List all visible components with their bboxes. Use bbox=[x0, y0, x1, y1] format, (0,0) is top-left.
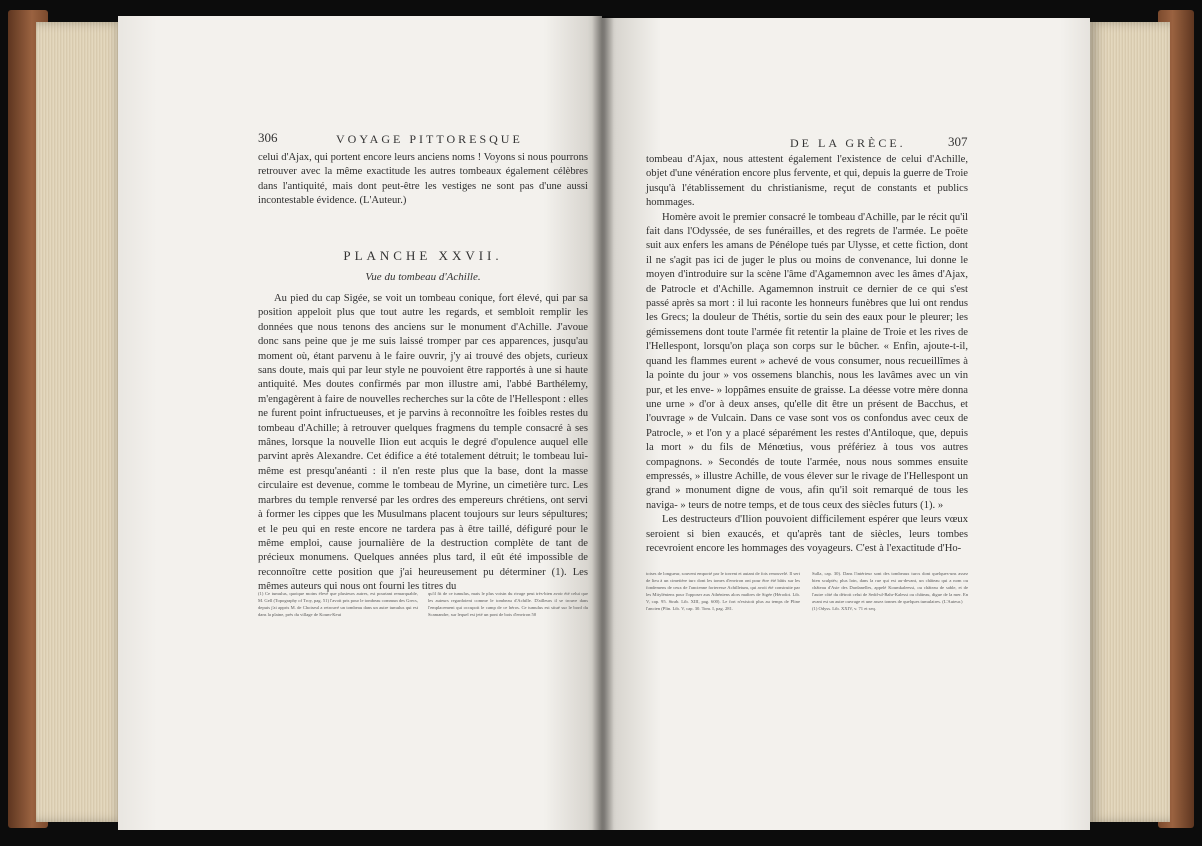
footnote-column-2: qu'il fit de ce tumulus, mais le plus voisin du rivage peut très-bien avoir été celui que les auteurs regardoient comme le tombeau d'Achille. D'ailleurs il se trouve dans l'emplacement qui occupoit le camp de ce héros. Ce tumulus est situé sur le bord du Scamandre, sur lequel est jeté un pont de bois d'environ 50 bbox=[428, 591, 588, 617]
paragraph: Les destructeurs d'Ilion pouvoient difficilement espérer que leurs vœux seroient si bien exaucés, et qu'après tant de siècles, leurs tombes recevroient encore les hommages des voyageurs. C'est à l'exactitude d'Ho- bbox=[646, 514, 968, 554]
page-edges-right bbox=[1090, 22, 1170, 822]
main-text bbox=[258, 292, 588, 595]
left-page bbox=[118, 16, 602, 830]
footnote-text: Sulla, cap. 30). Dans l'intérieur sont des tombeaux turcs dont quelques-uns assez bien sculptés; plus loin, dans la rue qui est au-devant, un château qui a nom ou château d'Asie des Dardanelles, appelé Koumkaleessi, ou château de sable, et de l'autre côté du détroit celui de Sedd-ul-Bahr-Kalessi ou château, digue de la mer. En avant est un autre ouvrage et une assez tonnes de quelques tumulaires. (L'Auteur.) bbox=[812, 571, 968, 604]
footnote-column-2 bbox=[812, 570, 968, 612]
page-edges-left bbox=[36, 22, 124, 822]
footnote-column-1: (1) Ce tumulus, quoique moins élevé que plusieurs autres, est pourtant remarquable, M. Gell (Topography of Troy, pag. 51) l'avoit pris pour le tombeau commun des Grecs, depuis j'ai appris M. de Choiseul a retrouvé un tombeau dans un autre tumulus qui est dans la plaine, près du village de Koum-Keui bbox=[258, 591, 418, 617]
main-text bbox=[646, 153, 968, 556]
page-number: 307 bbox=[948, 134, 968, 149]
plate-subtitle: Vue du tombeau d'Achille. bbox=[365, 271, 481, 283]
footnote-column-1: toises de longueur, souvent emporté par le torrent et autant de fois renouvelé. Il sert de lieu à un cimetière turc dont les tomes d'environ ont pour être été bâtis sur les fondemens de ceux de l'ancienne forteresse Achilleium, qui avoit été construite par les Mityléniens pour l'opposer aux Athéniens alors maîtres de Sigée (Hérodot. Lib. V, cap. 95. Strab. Lib. XIII, pag. 600). Le fort n'existoit plus au temps de Pline l'ancien (Plin. Lib. V, cap. 30. Tom. I, pag. 281. bbox=[646, 571, 800, 611]
running-head: DE LA GRÈCE. bbox=[790, 136, 906, 150]
intro-paragraph bbox=[258, 151, 588, 209]
paragraph: tombeau d'Ajax, nous attestent également l'existence de celui d'Achille, objet d'une vénération encore plus fervente, et qui, depuis la guerre de Troie jusqu'à l'établissement du christianisme, reçut de constants et publics hommages. bbox=[646, 154, 968, 209]
plate-title: PLANCHE XXVII. bbox=[343, 248, 503, 263]
page-number: 306 bbox=[258, 130, 278, 145]
intro-text: celui d'Ajax, qui portent encore leurs anciens noms ! Voyons si nous pourrons retrouver avec la même exactitude les autres tombeaux également célèbres dans l'antiquité, mais dont peut-être les vestiges ne sont pas d'une aussi incontestable évidence. (L'Auteur.) bbox=[258, 152, 588, 207]
paragraph: Homère avoit le premier consacré le tombeau d'Achille, par le récit qu'il fait dans l'Odyssée, de ses funérailles, et des regrets de l'armée. Le poëte suit aux enfers les amans de Pénélope tués par Ulysse, et cette fiction, dont il ne s'agit pas ici de juger le plus ou moins de convenance, lui donne le moyen d'introduire sur la scène l'âme d'Agamemnon avec les âmes d'Ajax, de Patrocle et d'Achille. Agamemnon instruit ce dernier de ce qui s'est passé après sa mort : il lui raconte les honneurs funèbres que lui ont rendus les Grecs; la douleur de Thétis, sortie du sein des eaux pour le pleurer; les gémissemens dont toute l'armée fit retentir la plaine de Troie et les rives de l'Hellespont, lorsqu'on plaça son corps sur le bûcher. « Enfin, ajoute-t-il, quand les flammes eurent » achevé de vous consumer, nous recueillîmes à la pointe du jour » vos ossemens blanchis, nous les lavâmes avec un vin pur, et les enve- » loppâmes ensuite de graisse. La déesse votre mère donna une urne » d'or à deux anses, qu'elle dit être un présent de Bacchus, et l'ouvrage » de Vulcain. Dans ce vase sont vos os confondus avec ceux de Patrocle, » et l'on y a placé séparément les restes d'Antiloque, que, depuis la mort » du fils de Ménœtius, vous préfériez à tous vos autres compagnons. » Secondés de toute l'armée, nous nous sommes ensuite empressés, » illustre Achille, de vous élever sur le rivage de l'Hellespont un grand » monument digne de vous, afin qu'il soit remarqué de tous les naviga- » teurs de notre temps, et de tous ceux des siècles futurs (1). » bbox=[646, 211, 968, 511]
running-head: VOYAGE PITTORESQUE bbox=[336, 132, 523, 146]
footnote-text: (1) Odyss. Lib. XXIV, v. 71 et seq. bbox=[812, 606, 876, 611]
right-page bbox=[602, 18, 1090, 830]
paragraph: Au pied du cap Sigée, se voit un tombeau conique, fort élevé, qui par sa position appeloit plus que tout autre les regards, et sembloit remplir les données que nous tenons des anciens sur le monument d'Achille. J'avoue donc sans peine que je me suis laissé tromper par ces apparences, jusqu'au moment où, étant parvenu à le faire ouvrir, j'y ai trouvé des objets, curieux sans doute, mais qui par leur style ne pouvoient être rapportés à une si haute antiquité. Mes doutes confirmés par mon illustre ami, l'abbé Barthélemy, m'engagèrent à faire de nouvelles recherches sur la côte de l'Hellespont : elles ne furent point infructueuses, et je parvins à reconnoître les foibles restes du tombeau d'Achille; à retrouver quelques fragmens du temple consacré à ses mânes, lorsque la nouvelle Ilion eut acquis le degré d'opulence auquel elle parvint après Alexandre. Cet édifice a été totalement détruit; le tombeau lui-même est presqu'anéanti : il n'en reste plus que la base, dont la masse circulaire est devenue, comme le tombeau de Myrine, un cimetière turc. Les marbres du temple renversé par les ordres des empereurs chrétiens, ont servi à former les cippes que les Musulmans placent toujours sur leurs sépultures; et le peu qui en reste encore ne tardera pas à être taillé, défiguré pour le même emploi, cause journalière de la destruction complète de tant de précieux monumens. Quelques années plus tard, il eût été impossible de reconnoître cette position que j'ai heureusement pu déterminer (1). Les mêmes auteurs qui nous ont fourni les titres du bbox=[258, 293, 588, 593]
book-gutter bbox=[592, 16, 614, 830]
